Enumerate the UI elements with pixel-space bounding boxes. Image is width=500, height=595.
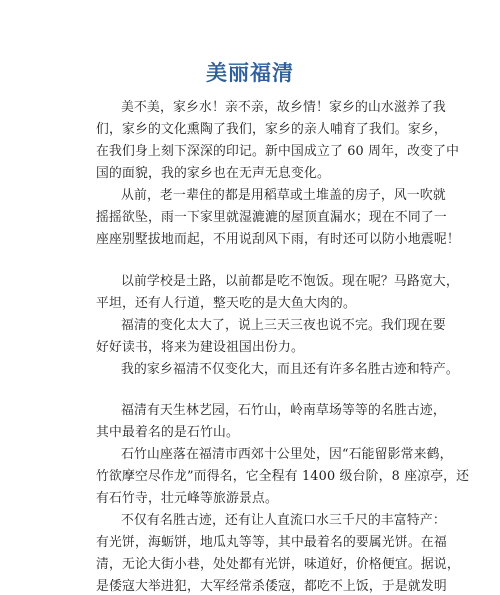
paragraph-7-line-3: 有石竹寺，壮元峰等旅游景点。 [96, 491, 278, 506]
paragraph-1-line-3: 在我们身上刻下深深的印记。新中国成立了 60 周年，改变了中 [96, 144, 460, 159]
paragraph-8-line-3: 清，无论大街小巷，处处都有光饼，味道好，价格便宜。据说， [96, 557, 460, 572]
paragraph-7-line-2: 竹欲摩空尽作龙”而得名，它全程有 1400 级台阶，8 座凉亭，还 [96, 469, 470, 484]
paragraph-3-line-1: 以前学校是土路，以前都是吃不饱饭。现在呢？马路宽大， [121, 274, 459, 289]
paragraph-3-line-2: 平坦，还有人行道，整天吃的是大鱼大肉的。 [96, 296, 356, 311]
paragraph-6-line-1: 福清有天生林艺园，石竹山，岭南草场等等的名胜古迹， [121, 403, 446, 418]
paragraph-1-line-2: 们，家乡的文化熏陶了我们，家乡的亲人哺育了我们。家乡， [96, 122, 447, 137]
paragraph-8-line-4: 是倭寇大举进犯，大军经常杀倭寇，都吃不上饭，于是就发明 [96, 579, 447, 594]
paragraph-2-line-3: 座座别墅拔地而起，不用说刮风下雨，有时还可以防小地震呢！ [96, 232, 460, 247]
paragraph-1-line-4: 国的面貌，我的家乡也在无声无息变化。 [96, 166, 330, 181]
paragraph-2-line-1: 从前，老一辈住的都是用稻草或土堆盖的房子，风一吹就 [121, 188, 446, 203]
document-title: 美丽福清 [206, 61, 294, 85]
paragraph-5-line-1: 我的家乡福清不仅变化大，而且还有许多名胜古迹和特产。 [121, 362, 459, 377]
paragraph-8-line-1: 不仅有名胜古迹，还有让人直流口水三千尺的丰富特产： [121, 513, 446, 528]
paragraph-8-line-2: 有光饼，海蛎饼，地瓜丸等等，其中最着名的要属光饼。在福 [96, 535, 447, 550]
paragraph-4-line-2: 好好读书，将来为建设祖国出份力。 [96, 340, 304, 355]
paragraph-7-line-1: 石竹山座落在福清市西郊十公里处，因“石能留影常来鹤， [121, 447, 453, 462]
paragraph-4-line-1: 福清的变化太大了，说上三天三夜也说不完。我们现在要 [121, 318, 446, 333]
paragraph-6-line-2: 其中最着名的是石竹山。 [96, 425, 239, 440]
paragraph-1-line-1: 美不美，家乡水！亲不亲，故乡情！家乡的山水滋养了我 [121, 100, 446, 115]
paragraph-2-line-2: 摇摇欲坠，雨一下家里就湿漉漉的屋顶直漏水；现在不同了一 [96, 210, 447, 225]
